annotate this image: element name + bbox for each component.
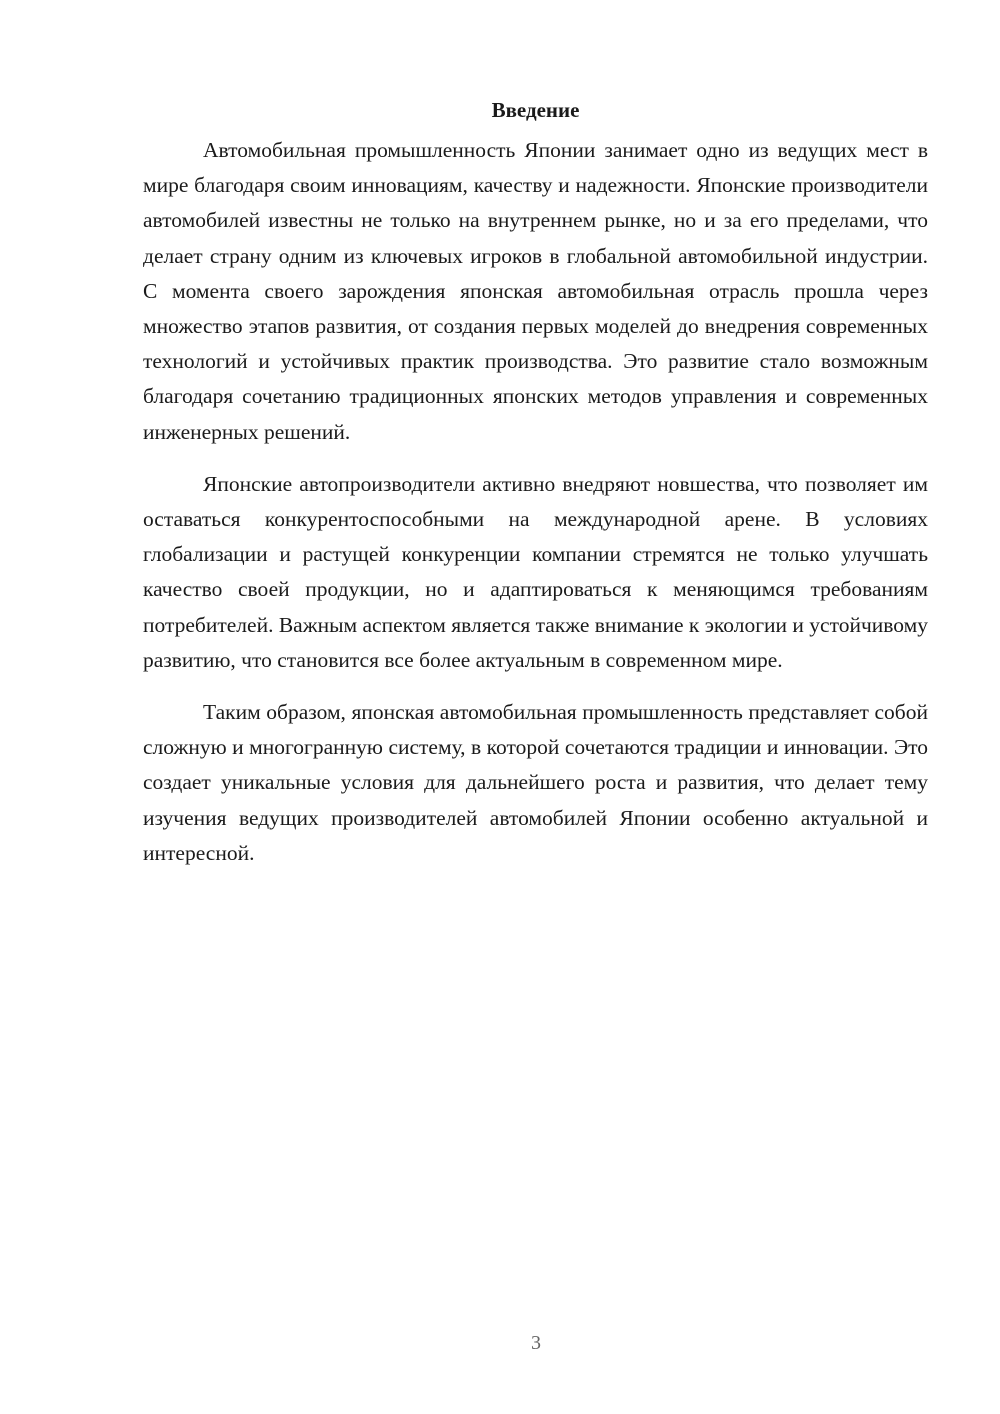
page-number: 3: [531, 1332, 541, 1354]
paragraph-2: Японские автопроизводители активно внедряют новшества, что позволяет им оставаться конкурентоспособными на международной арене. В условиях глобализации и растущей конкуренции компании стремятся не только улучшать качество своей продукции, но и адаптироваться к меняющимся требованиям потребителей. Важным аспектом является также внимание к экологии и устойчивому развитию, что становится все более актуальным в современном мире.: [143, 471, 928, 672]
paragraph-3: Таким образом, японская автомобильная промышленность представляет собой сложную и многогранную систему, в которой сочетаются традиции и инновации. Это создает уникальные условия для дальнейшего роста и развития, что делает тему изучения ведущих производителей автомобилей Японии особенно актуальной и интересной.: [143, 700, 928, 865]
section-title: Введение: [491, 98, 580, 122]
paragraph-1: Автомобильная промышленность Японии занимает одно из ведущих мест в мире благодаря своим инновациям, качеству и надежности. Японские производители автомобилей известны не только на внутреннем рынке, но и за его пределами, что делает страну одним из ключевых игроков в глобальной автомобильной индустрии. С момента своего зарождения японская автомобильная отрасль прошла через множество этапов развития, от создания первых моделей до внедрения современных технологий и устойчивых практик производства. Это развитие стало возможным благодаря сочетанию традиционных японских методов управления и современных инженерных решений.: [143, 138, 928, 444]
page-content: [143, 93, 928, 871]
